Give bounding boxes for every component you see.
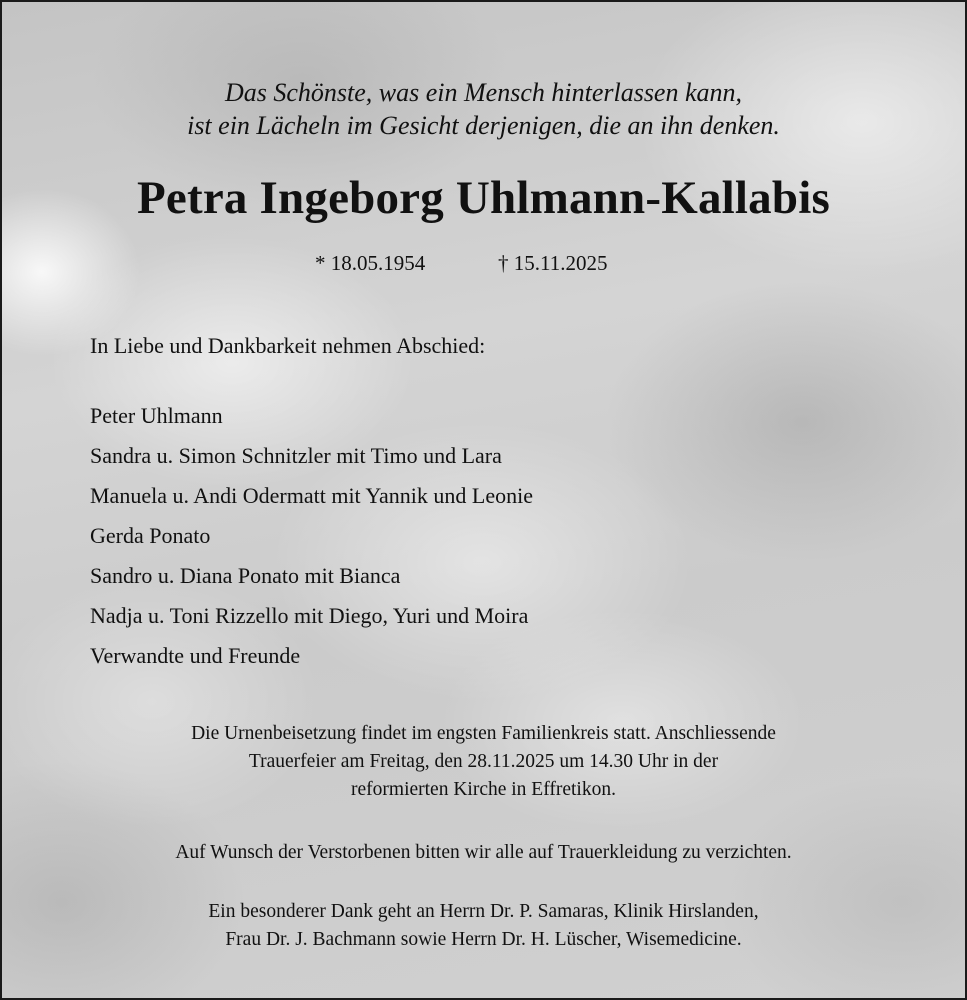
mourner-list [90, 396, 533, 676]
death-date: † 15.11.2025 [498, 251, 608, 275]
farewell-intro: In Liebe und Dankbarkeit nehmen Abschied: [90, 333, 486, 358]
ceremony-line-3: reformierten Kirche in Effretikon. [351, 779, 616, 800]
thanks-line-1: Ein besonderer Dank geht an Herrn Dr. P. Samaras, Klinik Hirslanden, [208, 901, 759, 922]
mourner-item: Peter Uhlmann [90, 403, 223, 428]
motto-line-1: Das Schönste, was ein Mensch hinterlassen kann, [224, 78, 743, 107]
ceremony-line-2: Trauerfeier am Freitag, den 28.11.2025 um 14.30 Uhr in der [248, 751, 719, 772]
mourner-item: Verwandte und Freunde [90, 643, 301, 668]
mourner-item: Nadja u. Toni Rizzello mit Diego, Yuri und Moira [90, 603, 529, 628]
birth-date: * 18.05.1954 [315, 251, 426, 275]
motto-quote [2, 76, 965, 142]
mourner-item: Manuela u. Andi Odermatt mit Yannik und Leonie [90, 483, 533, 508]
thanks-line-2: Frau Dr. J. Bachmann sowie Herrn Dr. H. Lüscher, Wisemedicine. [225, 929, 742, 950]
mourner-item: Sandro u. Diana Ponato mit Bianca [90, 563, 401, 588]
dress-request-line: Auf Wunsch der Verstorbenen bitten wir alle auf Trauerkleidung zu verzichten. [175, 842, 792, 863]
mourner-item: Sandra u. Simon Schnitzler mit Timo und Lara [90, 443, 502, 468]
ceremony-line-1: Die Urnenbeisetzung findet im engsten Familienkreis statt. Anschliessende [191, 723, 776, 744]
dress-request [2, 839, 965, 867]
mourner-item: Gerda Ponato [90, 523, 211, 548]
motto-line-2: ist ein Lächeln im Gesicht derjenigen, die an ihn denken. [187, 111, 780, 140]
thanks-note [2, 898, 965, 954]
deceased-name: Petra Ingeborg Uhlmann-Kallabis [137, 172, 830, 224]
ceremony-info [2, 720, 965, 804]
